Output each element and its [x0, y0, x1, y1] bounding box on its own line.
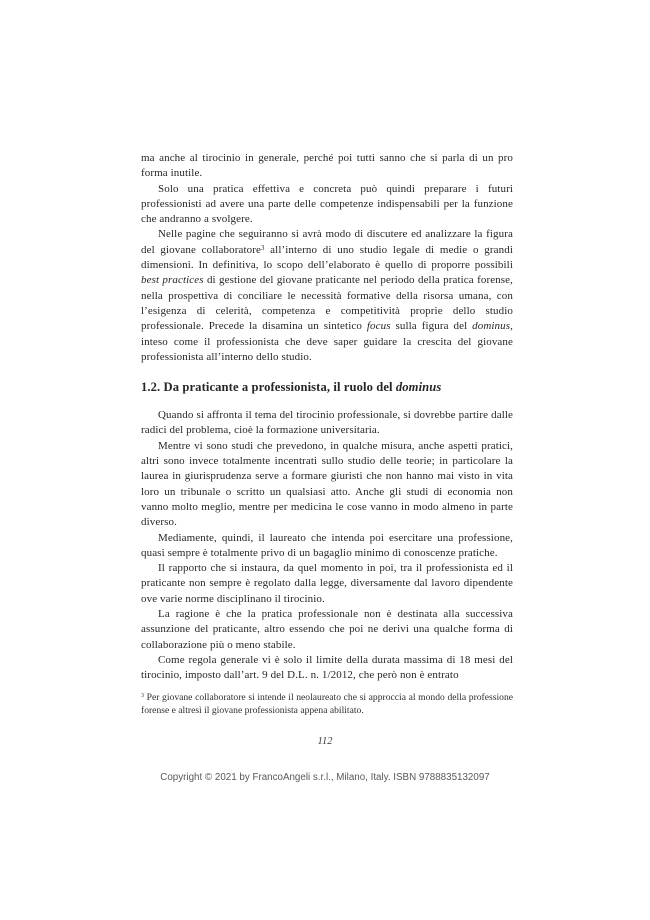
paragraph: Mediamente, quindi, il laureato che intenda poi esercitare una professione, quasi sempre è totalmente privo di un bagaglio minimo di conoscenze pratiche. — [141, 531, 513, 559]
paragraph: Solo una pratica effettiva e concreta può quindi preparare i futuri professionisti ad avere una parte delle competenze indispensabili per la funzione che andranno a svolgere. — [141, 182, 513, 226]
text-block — [141, 151, 513, 684]
copyright-line: Copyright © 2021 by FrancoAngeli s.r.l., Milano, Italy. ISBN 9788835132097 — [160, 772, 490, 783]
body-block-2 — [141, 408, 513, 683]
paragraph: ma anche al tirocinio in generale, perché poi tutti sanno che si parla di un pro forma inutile. — [141, 152, 513, 180]
paragraph: La ragione è che la pratica professionale non è destinata alla successiva assunzione del praticante, altro essendo che poi ne derivi una qualche forma di collaborazione più o meno stabile. — [141, 608, 513, 651]
page-number: 112 — [317, 736, 333, 747]
paragraph: Nelle pagine che seguiranno si avrà modo di discutere ed analizzare la figura del giovane collaboratore$^3$ all’interno di uno studio legale di medie o grandi dimensioni. In definitiva, lo scopo dell’elaborato è quello di proporre possibili best practices di gestione del giovane praticante nel periodo della pratica forense, nella prospettiva di conciliare le necessità formative della risorsa umana, con l’esigenza di celerità, competenza e competitività proprie dello studio professionale. Precede la disamina un sintetico focus sulla figura del dominus, inteso come il professionista che deve saper guidare la crescita del giovane professionista all’interno dello studio. — [141, 228, 513, 363]
paragraph: Mentre vi sono studi che prevedono, in qualche misura, anche aspetti pratici, altri sono invece totalmente incentrati sullo studio delle teorie; in particolare la laurea in giurisprudenza serve a formare giuristi che non hanno mai visto in vita loro un tribunale o scritto un qualsiasi atto. Anche gli studi di economia non vanno molto meglio, mentre per medicina le cose vanno in modo almeno in parte diverso. — [141, 439, 513, 529]
section-heading: 1.2. Da praticante a professionista, il ruolo del dominus — [141, 380, 442, 395]
paragraph: Il rapporto che si instaura, da quel momento in poi, tra il professionista ed il praticante non sempre è regolato dalla legge, diversamente dal lavoro dipendente ove varie norme disciplinano il tirocinio. — [141, 562, 513, 605]
body-block-1 — [141, 151, 513, 365]
footnote: $^3$ Per giovane collaboratore si intende il neolaureato che si approccia al mondo della professione forense e altresì il giovane professionista appena abilitato. — [141, 692, 513, 717]
paragraph: Come regola generale vi è solo il limite della durata massima di 18 mesi del tirocinio, imposto dall’art. 9 del D.L. n. 1/2012, che però non è entrato — [141, 653, 513, 682]
paragraph: Quando si affronta il tema del tirocinio professionale, si dovrebbe partire dalle radici del problema, cioè la formazione universitaria. — [141, 409, 513, 437]
